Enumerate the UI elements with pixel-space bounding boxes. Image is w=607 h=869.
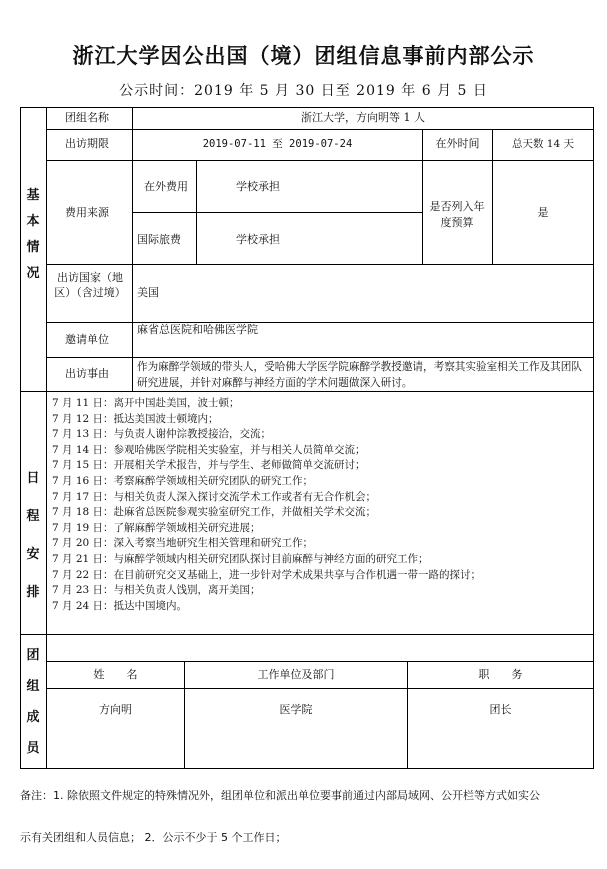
- schedule-item: 7 月 22 日：在目前研究交叉基础上，进一步针对学术成果共享与合作机遇一带一路的探讨；: [52, 568, 482, 581]
- period-value: 2019-07-11 至 2019-07-24: [202, 138, 353, 150]
- period-label: 出访期限: [65, 137, 109, 150]
- notes-line-1: 备注：1. 除依照文件规定的特殊情况外，组团单位和派出单位要事前通过内部局域网、公开栏等方式如实公: [20, 789, 540, 802]
- notes-line-2: 示有关团组和人员信息； 2．公示不少于 5 个工作日；: [20, 831, 287, 844]
- schedule-item: 7 月 16 日：考察麻醉学领域相关研究团队的研究工作；: [52, 474, 314, 487]
- country-value: 美国: [137, 286, 159, 299]
- group-name-label: 团组名称: [65, 111, 109, 124]
- country-label: 出访国家（地区）（含过境）: [54, 271, 126, 299]
- schedule-item: 7 月 14 日：参观哈佛医学院相关实验室，并与相关人员简单交流；: [52, 443, 366, 456]
- schedule-item: 7 月 18 日：赴麻省总医院参观实验室研究工作，并做相关学术交流；: [52, 506, 377, 519]
- travel-cost-label: 国际旅费: [137, 233, 181, 246]
- member-header-unit: 工作单位及部门: [257, 668, 335, 681]
- schedule-item: 7 月 12 日：抵达美国波士顿境内；: [52, 412, 219, 425]
- section-members-label: 团组成员: [26, 648, 40, 756]
- notes: [20, 775, 600, 859]
- page-title: 浙江大学因公出国（境）团组信息事前内部公示: [72, 44, 535, 68]
- abroad-time-label: 在外时间: [435, 137, 480, 150]
- member-header-name: 姓 名: [93, 668, 138, 681]
- travel-cost-value: 学校承担: [236, 233, 280, 246]
- section-members: [24, 640, 42, 764]
- inviter-label: 邀请单位: [65, 333, 109, 346]
- schedule-list: [52, 396, 481, 614]
- inviter-value: 麻省总医院和哈佛医学院: [137, 323, 258, 336]
- member-unit: 医学院: [279, 703, 313, 716]
- abroad-cost-label: 在外费用: [144, 180, 188, 193]
- member-name: 方向明: [99, 703, 132, 716]
- budget-value: 是: [537, 206, 549, 219]
- section-schedule-label: 日程安排: [26, 471, 40, 600]
- budget-label: 是否列入年度预算: [429, 200, 485, 229]
- schedule-item: 7 月 17 日：与相关负责人深入探讨交流学术工作或者有无合作机会；: [52, 490, 377, 503]
- group-name-value: 浙江大学，方向明等 1 人: [301, 111, 425, 124]
- schedule-item: 7 月 19 日：了解麻醉学领域相关研究进展；: [52, 521, 261, 534]
- member-header-position: 职 务: [478, 668, 523, 681]
- abroad-cost-value: 学校承担: [236, 180, 280, 193]
- schedule-item: 7 月 15 日：开展相关学术报告，并与学生、老师做简单交流研讨；: [52, 459, 366, 472]
- member-position: 团长: [489, 703, 512, 716]
- schedule-item: 7 月 23 日：与相关负责人饯别，离开美国；: [52, 584, 261, 597]
- schedule-item: 7 月 24 日：抵达中国境内。: [52, 599, 188, 612]
- schedule-item: 7 月 13 日：与负责人谢仲淙教授接洽，交流；: [52, 428, 272, 441]
- section-basic-info: [24, 183, 42, 287]
- section-schedule: [24, 460, 42, 612]
- section-basic-label: 基本情况: [26, 188, 40, 281]
- purpose-value: 作为麻醉学领域的带头人，受哈佛大学医学院麻醉学教授邀请，考察其实验室相关工作及其团队研究进展，并针对麻醉与神经方面的学术问题做深入研讨。: [137, 361, 582, 389]
- abroad-time-value: 总天数 14 天: [511, 138, 575, 150]
- schedule-item: 7 月 21 日：与麻醉学领域内相关研究团队探讨目前麻醉与神经方面的研究工作；: [52, 552, 429, 565]
- schedule-item: 7 月 11 日：离开中国赴美国，波士顿；: [52, 397, 240, 409]
- funding-label: 费用来源: [65, 206, 109, 219]
- schedule-item: 7 月 20 日：深入考察当地研究生相关管理和研究工作；: [52, 537, 314, 550]
- publicity-period: 公示时间：2019 年 5 月 30 日至 2019 年 6 月 5 日: [119, 83, 488, 99]
- purpose-label: 出访事由: [65, 367, 109, 380]
